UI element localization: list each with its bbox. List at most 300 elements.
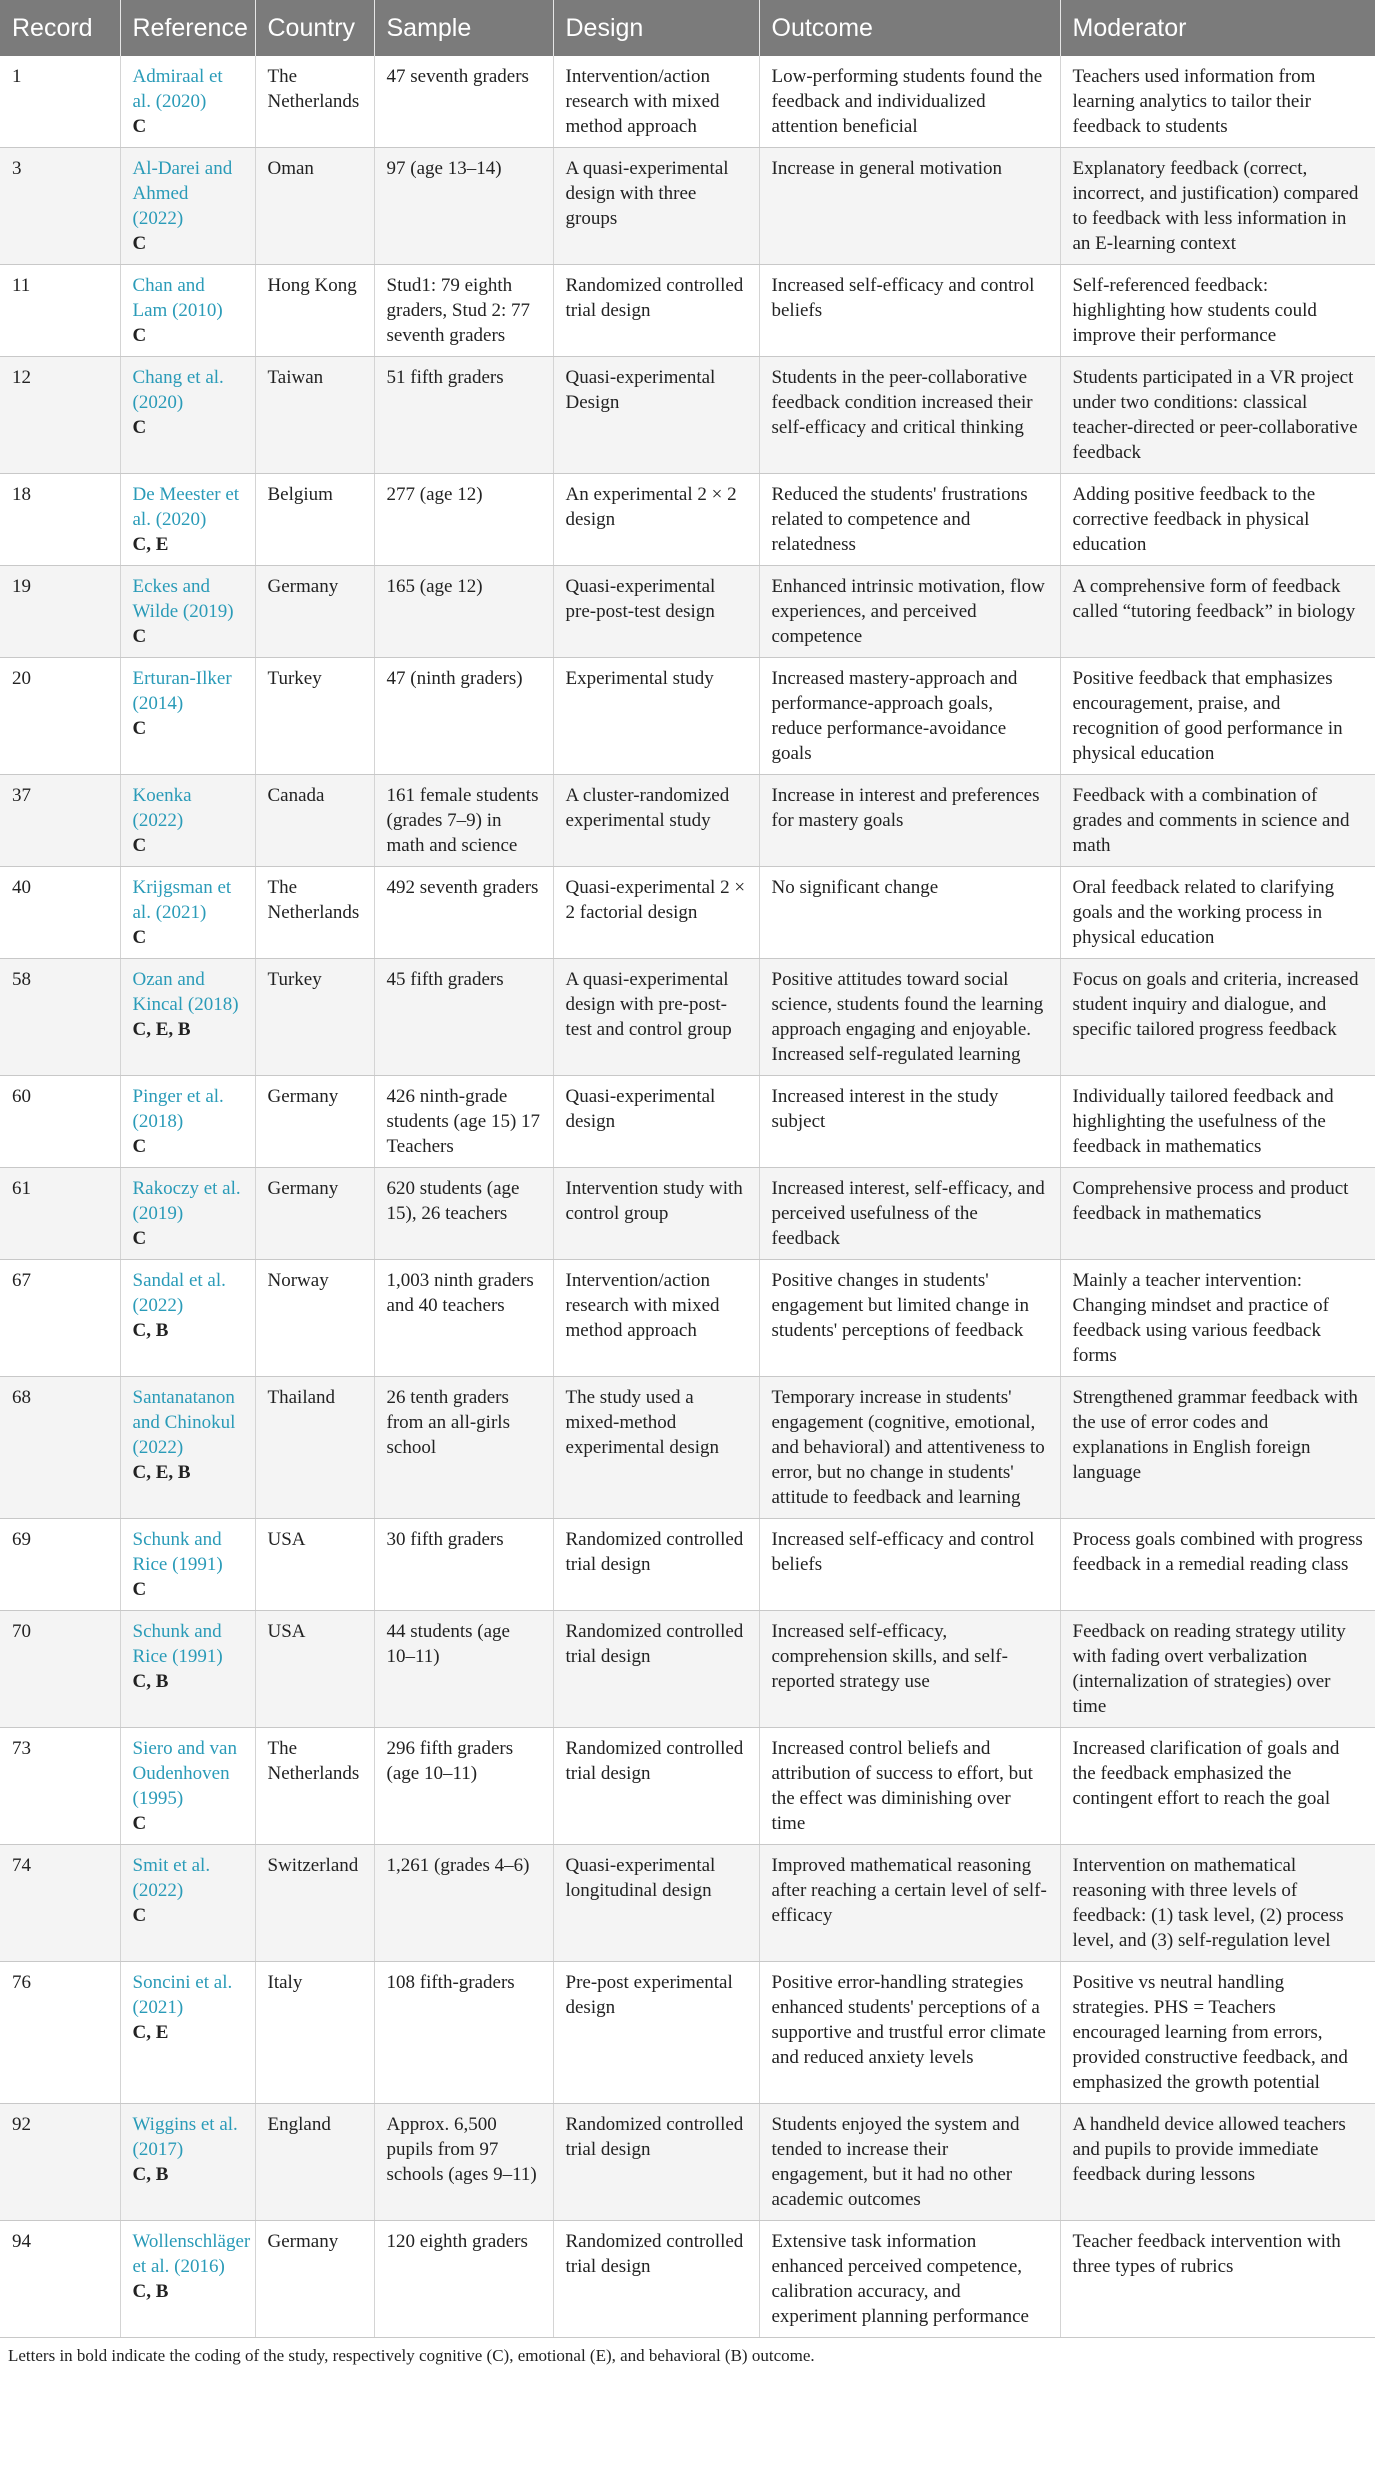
outcome-text: Students enjoyed the system and tended to increase their engagement, but it had no other academic outcomes bbox=[771, 2114, 1020, 2210]
sample-text: 30 fifth graders bbox=[386, 1529, 504, 1550]
sample-cell bbox=[374, 1611, 553, 1728]
sample-cell bbox=[374, 566, 553, 658]
country-text: The Netherlands bbox=[267, 877, 360, 923]
outcome-code: C, E bbox=[132, 534, 169, 555]
country-text: Italy bbox=[267, 1972, 303, 1993]
sample-cell bbox=[374, 357, 553, 474]
reference-link[interactable]: De Meester et al. (2020) bbox=[132, 484, 240, 530]
record-cell bbox=[0, 1168, 120, 1260]
record-cell bbox=[0, 1845, 120, 1962]
moderator-text: Process goals combined with progress feedback in a remedial reading class bbox=[1072, 1529, 1363, 1575]
reference-cell bbox=[120, 867, 255, 959]
outcome-text: Increased interest, self-efficacy, and perceived usefulness of the feedback bbox=[771, 1178, 1045, 1249]
reference-link[interactable]: Chan and Lam (2010) bbox=[132, 275, 223, 321]
table-row bbox=[0, 658, 1375, 775]
record-cell bbox=[0, 658, 120, 775]
reference-link[interactable]: Schunk and Rice (1991) bbox=[132, 1529, 223, 1575]
reference-cell bbox=[120, 566, 255, 658]
record-number: 37 bbox=[12, 785, 31, 806]
country-text: USA bbox=[267, 1529, 306, 1550]
moderator-text: A handheld device allowed teachers and pupils to provide immediate feedback during lessons bbox=[1072, 2114, 1346, 2185]
design-text: Quasi-experimental pre-post-test design bbox=[565, 576, 716, 622]
reference-link[interactable]: Ozan and Kincal (2018) bbox=[132, 969, 239, 1015]
column-header-country: Country bbox=[255, 0, 374, 56]
table-row bbox=[0, 148, 1375, 265]
record-cell bbox=[0, 56, 120, 148]
column-header-design: Design bbox=[553, 0, 759, 56]
table-row bbox=[0, 2221, 1375, 2338]
moderator-cell bbox=[1060, 867, 1375, 959]
record-cell bbox=[0, 775, 120, 867]
sample-cell bbox=[374, 867, 553, 959]
record-number: 73 bbox=[12, 1738, 31, 1759]
design-text: Randomized controlled trial design bbox=[565, 1621, 744, 1667]
record-number: 69 bbox=[12, 1529, 31, 1550]
outcome-text: Increase in interest and preferences for mastery goals bbox=[771, 785, 1040, 831]
reference-link[interactable]: Wiggins et al. (2017) bbox=[132, 2114, 238, 2160]
reference-link[interactable]: Erturan-Ilker (2014) bbox=[132, 668, 232, 714]
column-header-outcome: Outcome bbox=[759, 0, 1060, 56]
outcome-cell bbox=[759, 1845, 1060, 1962]
sample-text: 45 fifth graders bbox=[386, 969, 504, 990]
sample-text: 26 tenth graders from an all-girls school bbox=[386, 1387, 510, 1458]
sample-text: 296 fifth graders (age 10–11) bbox=[386, 1738, 514, 1784]
design-text: Intervention study with control group bbox=[565, 1178, 743, 1224]
record-number: 12 bbox=[12, 367, 31, 388]
country-cell bbox=[255, 1962, 374, 2104]
sample-text: 120 eighth graders bbox=[386, 2231, 528, 2252]
design-text: An experimental 2 × 2 design bbox=[565, 484, 737, 530]
design-cell bbox=[553, 2221, 759, 2338]
outcome-text: Increased control beliefs and attribution of success to effort, but the effect was diminishing over time bbox=[771, 1738, 1033, 1834]
moderator-cell bbox=[1060, 1260, 1375, 1377]
moderator-cell bbox=[1060, 1168, 1375, 1260]
design-cell bbox=[553, 959, 759, 1076]
table-row bbox=[0, 1519, 1375, 1611]
design-cell bbox=[553, 1962, 759, 2104]
sample-cell bbox=[374, 2221, 553, 2338]
design-text: Pre-post experimental design bbox=[565, 1972, 733, 2018]
country-cell bbox=[255, 867, 374, 959]
outcome-cell bbox=[759, 1076, 1060, 1168]
design-text: Experimental study bbox=[565, 668, 714, 689]
outcome-text: Enhanced intrinsic motivation, flow experiences, and perceived competence bbox=[771, 576, 1045, 647]
moderator-text: Self-referenced feedback: highlighting how students could improve their performance bbox=[1072, 275, 1317, 346]
outcome-code: C bbox=[132, 835, 147, 856]
table-row bbox=[0, 265, 1375, 357]
outcome-text: Increased self-efficacy, comprehension skills, and self-reported strategy use bbox=[771, 1621, 1008, 1692]
moderator-cell bbox=[1060, 1962, 1375, 2104]
sample-cell bbox=[374, 1260, 553, 1377]
sample-cell bbox=[374, 1076, 553, 1168]
moderator-text: Students participated in a VR project under two conditions: classical teacher-directed or peer-collaborative feedback bbox=[1072, 367, 1358, 463]
reference-cell bbox=[120, 959, 255, 1076]
table-row bbox=[0, 1168, 1375, 1260]
record-cell bbox=[0, 1728, 120, 1845]
moderator-cell bbox=[1060, 1519, 1375, 1611]
design-cell bbox=[553, 2104, 759, 2221]
record-cell bbox=[0, 1377, 120, 1519]
record-number: 3 bbox=[12, 158, 22, 179]
sample-cell bbox=[374, 2104, 553, 2221]
country-cell bbox=[255, 1168, 374, 1260]
record-cell bbox=[0, 1519, 120, 1611]
table-row bbox=[0, 474, 1375, 566]
design-cell bbox=[553, 1728, 759, 1845]
record-cell bbox=[0, 566, 120, 658]
reference-cell bbox=[120, 2221, 255, 2338]
outcome-code: C bbox=[132, 1136, 147, 1157]
outcome-cell bbox=[759, 148, 1060, 265]
outcome-code: C, B bbox=[132, 2164, 169, 2185]
table-row bbox=[0, 2104, 1375, 2221]
sample-text: 44 students (age 10–11) bbox=[386, 1621, 510, 1667]
country-text: Turkey bbox=[267, 969, 322, 990]
country-text: Switzerland bbox=[267, 1855, 359, 1876]
outcome-text: Reduced the students' frustrations related to competence and relatedness bbox=[771, 484, 1028, 555]
sample-cell bbox=[374, 1168, 553, 1260]
table-row bbox=[0, 56, 1375, 148]
moderator-cell bbox=[1060, 56, 1375, 148]
reference-cell bbox=[120, 1519, 255, 1611]
moderator-cell bbox=[1060, 658, 1375, 775]
sample-cell bbox=[374, 56, 553, 148]
country-cell bbox=[255, 265, 374, 357]
record-number: 60 bbox=[12, 1086, 31, 1107]
moderator-text: Feedback on reading strategy utility with fading overt verbalization (internalization of strategies) over time bbox=[1072, 1621, 1346, 1717]
country-cell bbox=[255, 1728, 374, 1845]
reference-link[interactable]: Sandal et al. (2022) bbox=[132, 1270, 226, 1316]
column-header-record: Record bbox=[0, 0, 120, 56]
country-cell bbox=[255, 1519, 374, 1611]
moderator-cell bbox=[1060, 2221, 1375, 2338]
table-row bbox=[0, 867, 1375, 959]
outcome-text: Temporary increase in students' engagement (cognitive, emotional, and behavioral) and attentiveness to error, but no change in students' attitude to feedback and learning bbox=[771, 1387, 1045, 1508]
outcome-text: Increased self-efficacy and control beliefs bbox=[771, 1529, 1035, 1575]
moderator-text: Mainly a teacher intervention: Changing mindset and practice of feedback using various feedback forms bbox=[1072, 1270, 1329, 1366]
reference-cell bbox=[120, 1377, 255, 1519]
country-text: Oman bbox=[267, 158, 314, 179]
reference-link[interactable]: Al-Darei and Ahmed (2022) bbox=[132, 158, 233, 229]
moderator-text: Individually tailored feedback and highlighting the usefulness of the feedback in mathematics bbox=[1072, 1086, 1334, 1157]
country-text: Germany bbox=[267, 2231, 339, 2252]
outcome-cell bbox=[759, 1728, 1060, 1845]
moderator-text: Teacher feedback intervention with three types of rubrics bbox=[1072, 2231, 1341, 2277]
sample-text: 97 (age 13–14) bbox=[386, 158, 502, 179]
table-row bbox=[0, 1260, 1375, 1377]
country-text: Norway bbox=[267, 1270, 329, 1291]
sample-text: 277 (age 12) bbox=[386, 484, 483, 505]
design-text: Randomized controlled trial design bbox=[565, 275, 744, 321]
outcome-text: Improved mathematical reasoning after reaching a certain level of self-efficacy bbox=[771, 1855, 1047, 1926]
sample-text: 161 female students (grades 7–9) in math and science bbox=[386, 785, 539, 856]
table-row bbox=[0, 1962, 1375, 2104]
record-cell bbox=[0, 1260, 120, 1377]
column-header-sample: Sample bbox=[374, 0, 553, 56]
outcome-cell bbox=[759, 357, 1060, 474]
design-text: Intervention/action research with mixed method approach bbox=[565, 66, 720, 137]
reference-link[interactable]: Smit et al. (2022) bbox=[132, 1855, 211, 1901]
reference-link[interactable]: Schunk and Rice (1991) bbox=[132, 1621, 223, 1667]
country-cell bbox=[255, 775, 374, 867]
moderator-cell bbox=[1060, 474, 1375, 566]
country-cell bbox=[255, 474, 374, 566]
sample-cell bbox=[374, 775, 553, 867]
outcome-cell bbox=[759, 56, 1060, 148]
design-cell bbox=[553, 357, 759, 474]
outcome-cell bbox=[759, 959, 1060, 1076]
outcome-cell bbox=[759, 775, 1060, 867]
country-cell bbox=[255, 1076, 374, 1168]
reference-cell bbox=[120, 357, 255, 474]
reference-cell bbox=[120, 1728, 255, 1845]
table-row bbox=[0, 1728, 1375, 1845]
reference-link[interactable]: Pinger et al. (2018) bbox=[132, 1086, 224, 1132]
moderator-text: Focus on goals and criteria, increased student inquiry and dialogue, and specific tailored progress feedback bbox=[1072, 969, 1359, 1040]
moderator-cell bbox=[1060, 1377, 1375, 1519]
record-cell bbox=[0, 867, 120, 959]
sample-cell bbox=[374, 265, 553, 357]
table-row bbox=[0, 1076, 1375, 1168]
reference-link[interactable]: Koenka (2022) bbox=[132, 785, 192, 831]
country-text: Germany bbox=[267, 1086, 339, 1107]
reference-link[interactable]: Chang et al. (2020) bbox=[132, 367, 224, 413]
reference-cell bbox=[120, 56, 255, 148]
design-cell bbox=[553, 658, 759, 775]
moderator-cell bbox=[1060, 265, 1375, 357]
table-row bbox=[0, 357, 1375, 474]
country-text: Thailand bbox=[267, 1387, 336, 1408]
design-text: A quasi-experimental design with three groups bbox=[565, 158, 729, 229]
table-footnote: Letters in bold indicate the coding of the study, respectively cognitive (C), emotional (E), and behavioral (B) outcome. bbox=[8, 2346, 815, 2365]
outcome-cell bbox=[759, 1611, 1060, 1728]
reference-link[interactable]: Santanatanon and Chinokul (2022) bbox=[132, 1387, 236, 1458]
outcome-code: C bbox=[132, 1905, 147, 1926]
design-cell bbox=[553, 148, 759, 265]
reference-link[interactable]: Krijgsman et al. (2021) bbox=[132, 877, 232, 923]
reference-link[interactable]: Soncini et al. (2021) bbox=[132, 1972, 233, 2018]
design-text: Quasi-experimental design bbox=[565, 1086, 716, 1132]
reference-link[interactable]: Rakoczy et al. (2019) bbox=[132, 1178, 241, 1224]
outcome-cell bbox=[759, 1962, 1060, 2104]
record-number: 94 bbox=[12, 2231, 31, 2252]
header-row bbox=[0, 0, 1375, 56]
outcome-code: C bbox=[132, 718, 147, 739]
record-number: 11 bbox=[12, 275, 31, 296]
design-text: Quasi-experimental 2 × 2 factorial design bbox=[565, 877, 746, 923]
country-cell bbox=[255, 566, 374, 658]
outcome-cell bbox=[759, 1377, 1060, 1519]
outcome-code: C bbox=[132, 325, 147, 346]
sample-text: 47 seventh graders bbox=[386, 66, 529, 87]
sample-text: 108 fifth-graders bbox=[386, 1972, 515, 1993]
outcome-code: C, E, B bbox=[132, 1019, 191, 1040]
country-cell bbox=[255, 658, 374, 775]
design-text: Randomized controlled trial design bbox=[565, 2114, 744, 2160]
country-cell bbox=[255, 56, 374, 148]
outcome-code: C bbox=[132, 1579, 147, 1600]
moderator-cell bbox=[1060, 1845, 1375, 1962]
table-row bbox=[0, 959, 1375, 1076]
reference-link[interactable]: Eckes and Wilde (2019) bbox=[132, 576, 234, 622]
sample-cell bbox=[374, 1519, 553, 1611]
design-text: Randomized controlled trial design bbox=[565, 1738, 744, 1784]
outcome-code: C bbox=[132, 417, 147, 438]
reference-link[interactable]: Siero and van Oudenhoven (1995) bbox=[132, 1738, 237, 1809]
outcome-text: Low-performing students found the feedback and individualized attention beneficial bbox=[771, 66, 1043, 137]
design-cell bbox=[553, 775, 759, 867]
reference-cell bbox=[120, 1168, 255, 1260]
design-text: Randomized controlled trial design bbox=[565, 1529, 744, 1575]
moderator-text: A comprehensive form of feedback called “tutoring feedback” in biology bbox=[1072, 576, 1356, 622]
country-text: Germany bbox=[267, 576, 339, 597]
moderator-cell bbox=[1060, 1611, 1375, 1728]
table-row bbox=[0, 1611, 1375, 1728]
record-cell bbox=[0, 2221, 120, 2338]
moderator-text: Strengthened grammar feedback with the use of error codes and explanations in English foreign language bbox=[1072, 1387, 1358, 1483]
design-cell bbox=[553, 1168, 759, 1260]
design-text: A quasi-experimental design with pre-post-test and control group bbox=[565, 969, 732, 1040]
country-cell bbox=[255, 1611, 374, 1728]
sample-cell bbox=[374, 1962, 553, 2104]
reference-cell bbox=[120, 658, 255, 775]
country-cell bbox=[255, 357, 374, 474]
table-row bbox=[0, 1377, 1375, 1519]
sample-text: 47 (ninth graders) bbox=[386, 668, 523, 689]
moderator-cell bbox=[1060, 2104, 1375, 2221]
moderator-text: Explanatory feedback (correct, incorrect, and justification) compared to feedback with less information in an E-learning context bbox=[1072, 158, 1359, 254]
moderator-cell bbox=[1060, 775, 1375, 867]
record-number: 68 bbox=[12, 1387, 31, 1408]
sample-cell bbox=[374, 1845, 553, 1962]
column-header-moderator: Moderator bbox=[1060, 0, 1375, 56]
country-cell bbox=[255, 1845, 374, 1962]
outcome-cell bbox=[759, 2104, 1060, 2221]
record-cell bbox=[0, 1611, 120, 1728]
outcome-cell bbox=[759, 1519, 1060, 1611]
table-row bbox=[0, 1845, 1375, 1962]
outcome-code: C bbox=[132, 233, 147, 254]
table-row bbox=[0, 566, 1375, 658]
outcome-cell bbox=[759, 2221, 1060, 2338]
outcome-cell bbox=[759, 658, 1060, 775]
reference-cell bbox=[120, 1845, 255, 1962]
country-text: Hong Kong bbox=[267, 275, 357, 296]
country-text: The Netherlands bbox=[267, 1738, 360, 1784]
record-cell bbox=[0, 1076, 120, 1168]
outcome-code: C, B bbox=[132, 1671, 169, 1692]
reference-cell bbox=[120, 2104, 255, 2221]
outcome-code: C bbox=[132, 927, 147, 948]
record-cell bbox=[0, 148, 120, 265]
sample-cell bbox=[374, 474, 553, 566]
outcome-text: Increase in general motivation bbox=[771, 158, 1003, 179]
country-cell bbox=[255, 2104, 374, 2221]
reference-cell bbox=[120, 1611, 255, 1728]
sample-cell bbox=[374, 959, 553, 1076]
design-cell bbox=[553, 1076, 759, 1168]
reference-cell bbox=[120, 1076, 255, 1168]
country-cell bbox=[255, 959, 374, 1076]
country-cell bbox=[255, 1377, 374, 1519]
design-cell bbox=[553, 1845, 759, 1962]
outcome-text: Increased self-efficacy and control beliefs bbox=[771, 275, 1035, 321]
reference-cell bbox=[120, 1962, 255, 2104]
moderator-text: Increased clarification of goals and the feedback emphasized the contingent effort to reach the goal bbox=[1072, 1738, 1340, 1809]
record-number: 76 bbox=[12, 1972, 31, 1993]
reference-cell bbox=[120, 265, 255, 357]
outcome-text: Students in the peer-collaborative feedback condition increased their self-efficacy and critical thinking bbox=[771, 367, 1033, 438]
country-text: Belgium bbox=[267, 484, 333, 505]
country-text: Germany bbox=[267, 1178, 339, 1199]
moderator-text: Comprehensive process and product feedback in mathematics bbox=[1072, 1178, 1349, 1224]
outcome-code: C bbox=[132, 116, 147, 137]
outcome-text: Positive attitudes toward social science, students found the learning approach engaging and enjoyable. Increased self-regulated learning bbox=[771, 969, 1044, 1065]
sample-cell bbox=[374, 1377, 553, 1519]
design-cell bbox=[553, 867, 759, 959]
design-cell bbox=[553, 1519, 759, 1611]
record-number: 1 bbox=[12, 66, 22, 87]
design-cell bbox=[553, 566, 759, 658]
outcome-cell bbox=[759, 566, 1060, 658]
sample-cell bbox=[374, 1728, 553, 1845]
reference-link[interactable]: Admiraal et al. (2020) bbox=[132, 66, 223, 112]
country-cell bbox=[255, 1260, 374, 1377]
sample-text: 492 seventh graders bbox=[386, 877, 539, 898]
outcome-cell bbox=[759, 265, 1060, 357]
reference-link[interactable]: Wollenschläger et al. (2016) bbox=[132, 2231, 251, 2277]
outcome-code: C, E bbox=[132, 2022, 169, 2043]
sample-text: 51 fifth graders bbox=[386, 367, 504, 388]
sample-text: 620 students (age 15), 26 teachers bbox=[386, 1178, 520, 1224]
design-cell bbox=[553, 56, 759, 148]
outcome-text: Increased mastery-approach and performance-approach goals, reduce performance-avoidance goals bbox=[771, 668, 1018, 764]
record-number: 40 bbox=[12, 877, 31, 898]
country-text: Turkey bbox=[267, 668, 322, 689]
outcome-code: C bbox=[132, 626, 147, 647]
design-text: Randomized controlled trial design bbox=[565, 2231, 744, 2277]
design-text: The study used a mixed-method experimental design bbox=[565, 1387, 720, 1458]
record-number: 20 bbox=[12, 668, 31, 689]
design-text: Quasi-experimental Design bbox=[565, 367, 716, 413]
outcome-text: Positive changes in students' engagement but limited change in students' perceptions of feedback bbox=[771, 1270, 1029, 1341]
moderator-cell bbox=[1060, 1728, 1375, 1845]
country-text: England bbox=[267, 2114, 331, 2135]
design-cell bbox=[553, 1377, 759, 1519]
record-number: 67 bbox=[12, 1270, 31, 1291]
record-cell bbox=[0, 265, 120, 357]
record-number: 61 bbox=[12, 1178, 31, 1199]
outcome-cell bbox=[759, 474, 1060, 566]
moderator-text: Teachers used information from learning analytics to tailor their feedback to students bbox=[1072, 66, 1316, 137]
moderator-text: Adding positive feedback to the corrective feedback in physical education bbox=[1072, 484, 1316, 555]
outcome-code: C bbox=[132, 1813, 147, 1834]
outcome-cell bbox=[759, 1260, 1060, 1377]
design-cell bbox=[553, 265, 759, 357]
moderator-text: Intervention on mathematical reasoning with three levels of feedback: (1) task level, (2) process level, and (3) self-regulation level bbox=[1072, 1855, 1344, 1951]
outcome-text: Increased interest in the study subject bbox=[771, 1086, 999, 1132]
sample-cell bbox=[374, 148, 553, 265]
outcome-cell bbox=[759, 867, 1060, 959]
record-number: 58 bbox=[12, 969, 31, 990]
moderator-cell bbox=[1060, 357, 1375, 474]
reference-cell bbox=[120, 474, 255, 566]
country-text: The Netherlands bbox=[267, 66, 360, 112]
record-cell bbox=[0, 1962, 120, 2104]
sample-text: 165 (age 12) bbox=[386, 576, 483, 597]
record-number: 92 bbox=[12, 2114, 31, 2135]
design-text: A cluster-randomized experimental study bbox=[565, 785, 730, 831]
